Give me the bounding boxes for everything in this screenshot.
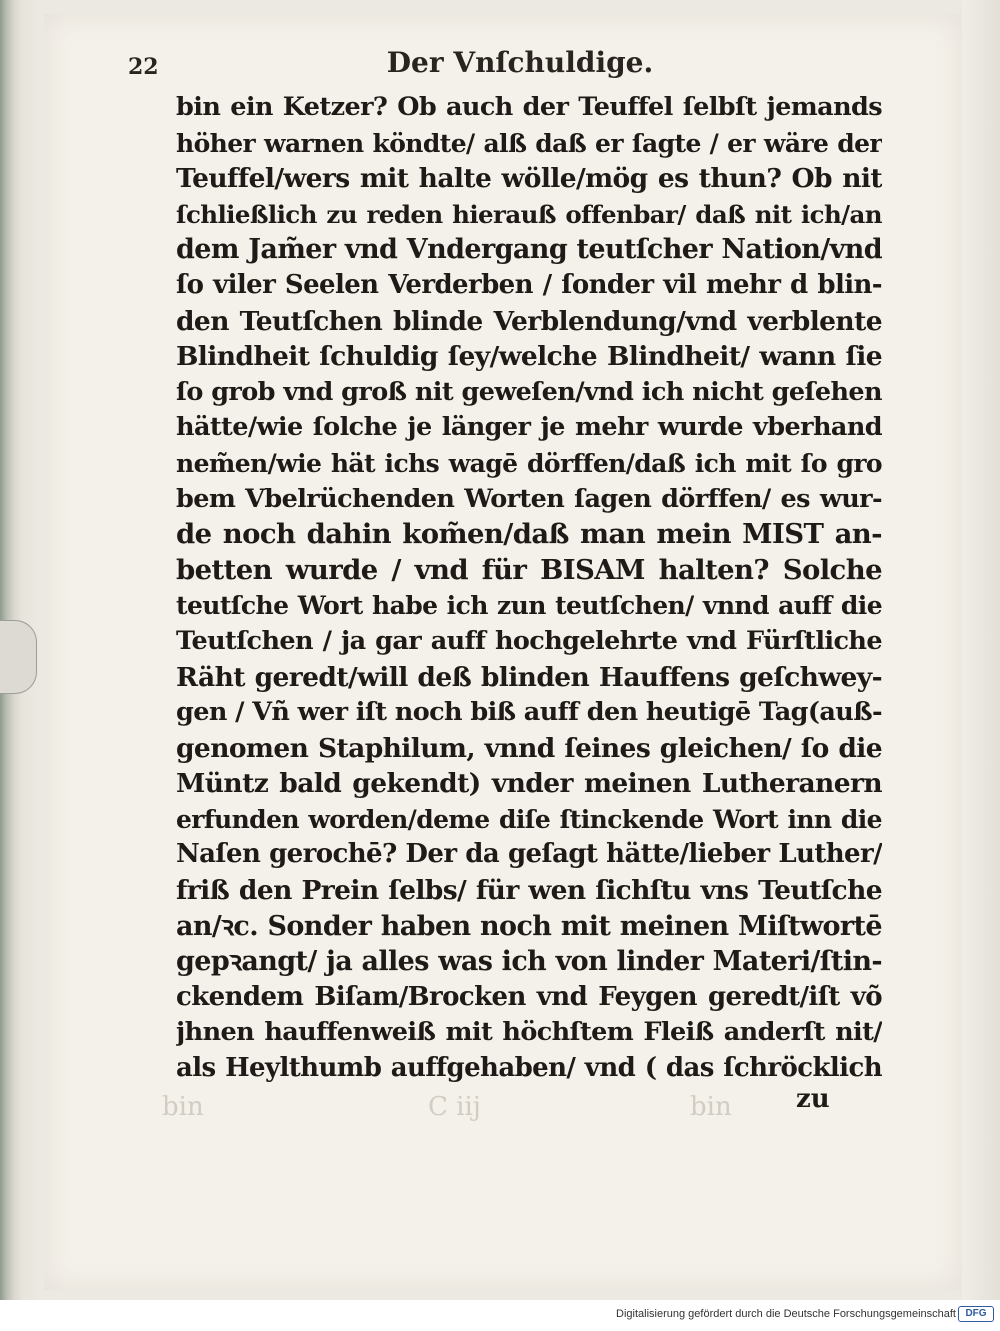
text-line: genomen Staphilum, vnnd ſeines gleichen/ ſo die bbox=[176, 732, 882, 764]
text-line: jhnen hauffenweiß mit höchſtem Fleiß anderſt nit/ bbox=[176, 1017, 882, 1048]
showthrough-signature: C iij bbox=[428, 1092, 481, 1122]
text-line: gepꝛangt/ ja alles was ich von linder Materi/ſtin- bbox=[176, 946, 882, 978]
text-line: bem Vbelrüchenden Worten ſagen dörffen/ es wur- bbox=[176, 483, 882, 514]
showthrough-text-left: bin bbox=[162, 1092, 204, 1122]
text-line: Räht geredt/will deß blinden Hauffens geſchwey- bbox=[176, 661, 882, 693]
text-line: gen / Vñ wer iſt noch biß auff den heutigē Tag(auß- bbox=[176, 697, 882, 728]
text-line: höher warnen köndte/ alß daß er ſagte / er wäre der bbox=[176, 128, 882, 158]
text-line: teutſche Wort habe ich zun teutſchen/ vnnd auff die bbox=[176, 591, 882, 621]
text-line: friß den Prein ſelbs/ für wen ſichſtu vns Teutſche bbox=[176, 875, 882, 907]
text-line: ckendem Biſam/Brocken vnd Feygen geredt/iſt võ bbox=[176, 981, 882, 1012]
catchword: zu bbox=[796, 1084, 830, 1114]
text-line: hätte/wie ſolche je länger je mehr wurde vberhand bbox=[176, 412, 882, 443]
dfg-logo-icon: DFG bbox=[958, 1306, 994, 1322]
text-line: bin ein Ketzer? Ob auch der Teuffel ſelbſt jemands bbox=[176, 92, 882, 122]
text-line: ſchließlich zu reden hierauß offenbar/ daß nit ich/an bbox=[176, 199, 882, 229]
text-line: Blindheit ſchuldig ſey/welche Blindheit/ wann ſie bbox=[176, 341, 882, 373]
text-line: dem Jam̃er vnd Vndergang teutſcher Nation/vnd bbox=[176, 234, 882, 266]
text-line: Naſen gerochē? Der da geſagt hätte/lieber Luther/ bbox=[176, 839, 882, 870]
footer-credit: Digitalisierung gefördert durch die Deutsche Forschungsgemeinschaft bbox=[616, 1308, 956, 1320]
running-head: Der Vnſchuldige. bbox=[386, 46, 654, 79]
text-line: nem̃en/wie hät ichs wagē dörffen/daß ich mit ſo gro bbox=[176, 448, 882, 478]
page-number: 22 bbox=[128, 54, 159, 80]
body-text bbox=[176, 90, 882, 1087]
showthrough-text-right: bin bbox=[690, 1092, 732, 1122]
text-line: den Teutſchen blinde Verblendung/vnd verblente bbox=[176, 305, 882, 337]
text-line: ſo viler Seelen Verderben / ſonder vil mehr d blin- bbox=[176, 269, 882, 300]
text-line: ſo grob vnd groß nit geweſen/vnd ich nicht geſehen bbox=[176, 376, 882, 407]
book-clasp bbox=[0, 620, 37, 694]
page-right-edge bbox=[962, 0, 1000, 1300]
text-line: Müntz bald gekendt) vnder meinen Lutheranern bbox=[176, 768, 882, 800]
text-line: Teutſchen / ja gar auff hochgelehrte vnd Fürſtliche bbox=[176, 625, 882, 656]
text-line: betten wurde / vnd für BISAM halten? Solche bbox=[176, 553, 882, 586]
text-line: an/ꝛc. Sonder haben noch mit meinen Miſtwortē bbox=[176, 910, 882, 942]
text-line: de noch dahin kom̃en/daß man mein MIST an- bbox=[176, 518, 882, 551]
footer-bar bbox=[0, 1300, 1000, 1331]
text-line: erfunden worden/deme diſe ſtinckende Wort inn die bbox=[176, 804, 882, 834]
text-line: Teuffel/wers mit halte wölle/mög es thun? Ob nit bbox=[176, 163, 882, 195]
text-line: als Heylthumb auffgehaben/ vnd ( das ſchröcklich bbox=[176, 1053, 882, 1084]
